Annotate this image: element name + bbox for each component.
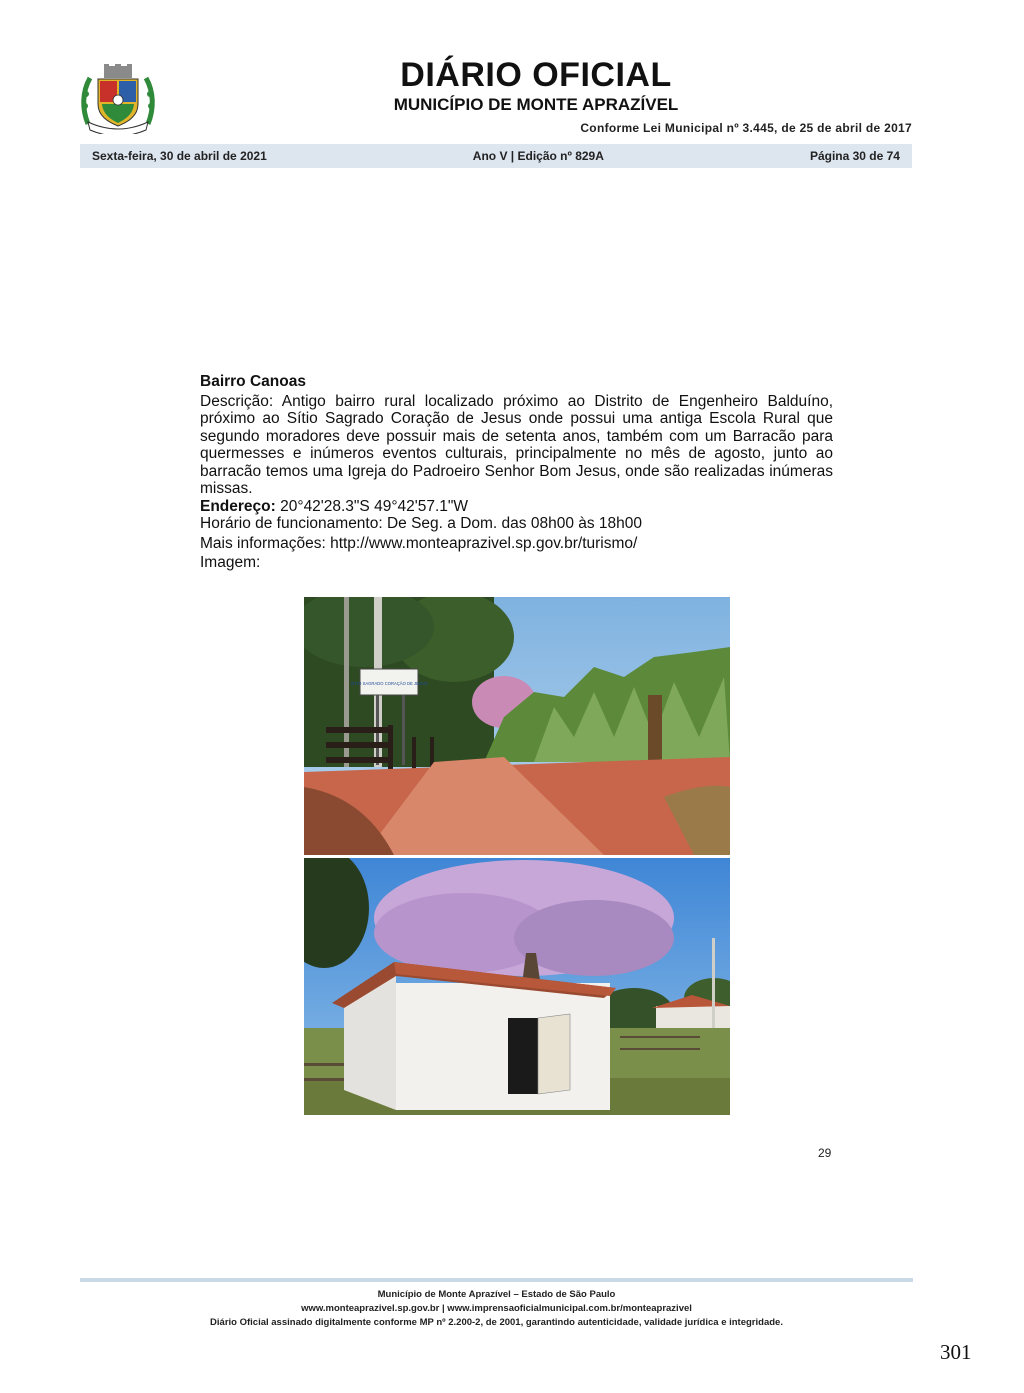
edition-page: Página 30 de 74 <box>809 149 900 163</box>
address-value: 20°42'28.3"S 49°42'57.1"W <box>280 497 469 515</box>
law-reference: Conforme Lei Municipal nº 3.445, de 25 de abril de 2017 <box>580 121 912 135</box>
edition-number: Ano V | Edição nº 829A <box>472 149 604 163</box>
entry-title: Bairro Canoas <box>200 373 306 390</box>
footer-websites: www.monteaprazivel.sp.gov.br | www.imprensaoficialmunicipal.com.br/monteaprazivel <box>301 1303 692 1314</box>
farm-sign-text: SITIO SAGRADO CORAÇÃO DE JESUS <box>350 681 428 686</box>
entry-hours: Horário de funcionamento: De Seg. a Dom. das 08h00 às 18h00 <box>200 515 643 532</box>
newspaper-title: DIÁRIO OFICIAL <box>400 56 672 94</box>
address-label: Endereço: <box>200 497 276 515</box>
local-page-number: 29 <box>818 1146 832 1160</box>
municipality-name: MUNICÍPIO DE MONTE APRAZÍVEL <box>393 95 679 114</box>
footer-divider <box>80 1278 913 1282</box>
entry-more-info: Mais informações: http://www.monteaprazivel.sp.gov.br/turismo/ <box>200 534 638 552</box>
entry-content <box>200 373 833 572</box>
entry-address <box>200 498 833 516</box>
entry-image-label: Imagem: <box>200 554 261 571</box>
photo-dirt-road <box>304 597 730 855</box>
edition-bar <box>80 144 912 168</box>
photo-rural-school <box>304 858 730 1115</box>
footer-signature-notice: Diário Oficial assinado digitalmente conforme MP nº 2.200-2, de 2001, garantindo autenticidade, validade jurídica e integridade. <box>210 1317 783 1328</box>
footer-municipality: Município de Monte Aprazível – Estado de São Paulo <box>377 1289 616 1300</box>
edition-date: Sexta-feira, 30 de abril de 2021 <box>92 149 267 163</box>
document-page-number: 301 <box>940 1340 972 1364</box>
footer <box>80 1288 913 1330</box>
masthead <box>80 56 912 135</box>
entry-description: Descrição: Antigo bairro rural localizado próximo ao Distrito de Engenheiro Balduíno, próximo ao Sítio Sagrado Coração de Jesus onde possui uma antiga Escola Rural que segundo moradores deve possuir mais de setenta anos, também com um Barracão para quermesses e inúmeros eventos culturais, principalmente no mês de agosto, junto ao barracão temos uma Igreja do Padroeiro Senhor Bom Jesus, onde são realizadas inúmeras missas. <box>200 392 833 497</box>
